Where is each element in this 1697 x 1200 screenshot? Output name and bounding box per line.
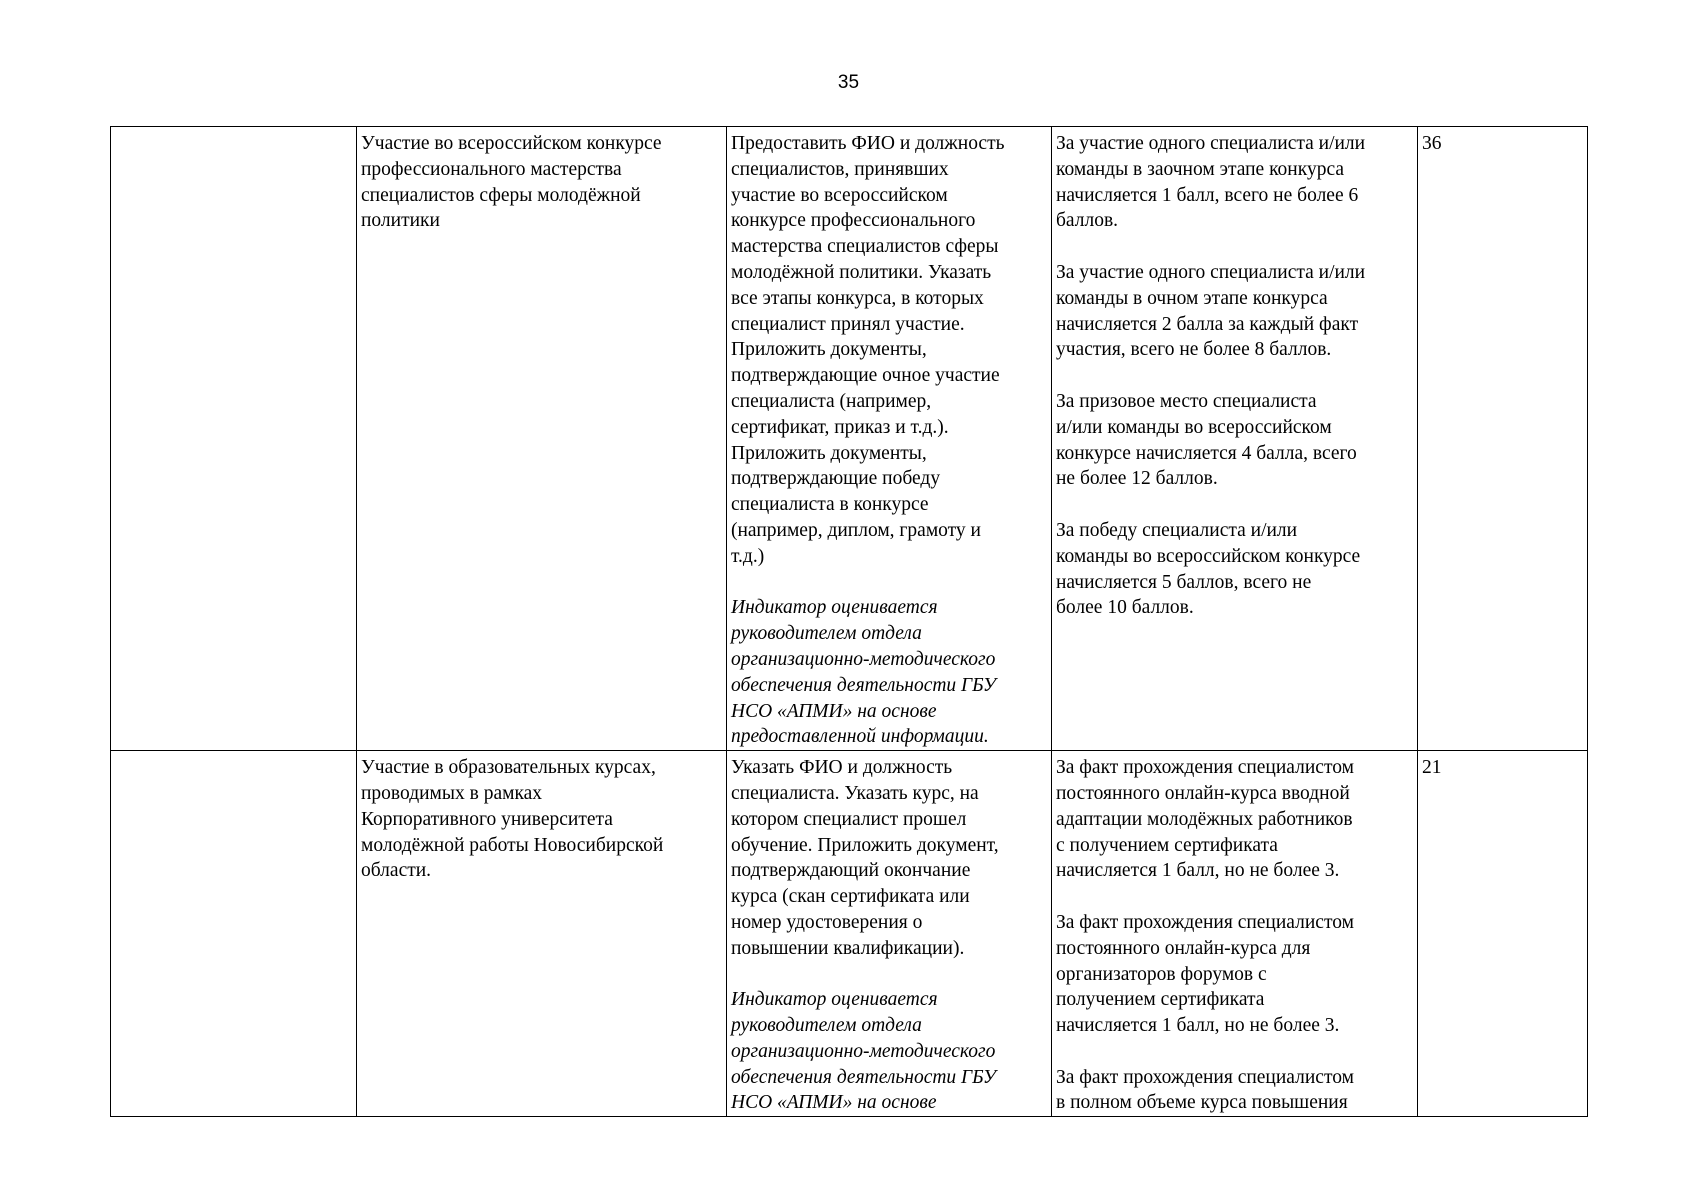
scoring-paragraph: За участие одного специалиста и/или команды в очном этапе конкурса начисляется 2 балла за каждый факт участия, всего не более 8 баллов.	[1056, 261, 1366, 361]
max-score: 21	[1422, 757, 1442, 779]
indicator-text: Участие в образовательных курсах, проводимых в рамках Корпоративного университета молодёжной работы Новосибирской области.	[361, 757, 664, 882]
evaluation-note: Индикатор оценивается руководителем отдела организационно-методического обеспечения деятельности ГБУ НСО «АПМИ» на основе предоставленной информации.	[731, 597, 996, 748]
scoring-paragraph: За участие одного специалиста и/или команды в заочном этапе конкурса начисляется 1 балл, всего не более 6 баллов.	[1056, 133, 1366, 232]
scoring-paragraph: За факт прохождения специалистом постоянного онлайн-курса вводной адаптации молодёжных работников с получением сертификата начисляется 1 балл, но не более 3.	[1056, 757, 1354, 882]
scoring-cell	[1052, 127, 1418, 751]
table-row	[111, 127, 1588, 751]
requirements-cell	[727, 751, 1052, 1117]
evaluation-note: Индикатор оценивается руководителем отдела организационно-методического обеспечения деятельности ГБУ НСО «АПМИ» на основе	[731, 989, 996, 1114]
empty-cell	[111, 751, 357, 1117]
empty-cell	[111, 127, 357, 751]
scoring-paragraph: За призовое место специалиста и/или команды во всероссийском конкурсе начисляется 4 балла, всего не более 12 баллов.	[1056, 390, 1357, 490]
max-score: 36	[1422, 133, 1442, 154]
scoring-paragraph: За факт прохождения специалистом в полном объеме курса повышения	[1056, 1066, 1354, 1114]
indicator-text: Участие во всероссийском конкурсе профессионального мастерства специалистов сферы молодёжной политики	[361, 133, 662, 232]
page-number: 35	[837, 72, 860, 93]
requirements-text: Предоставить ФИО и должность специалистов, принявших участие во всероссийском конкурсе профессионального мастерства специалистов сферы молодёжной политики. Указать все этапы конкурса, в которых специалист принял участие. Приложить документы, подтверждающие очное участие специалиста (например, сертификат, приказ и т.д.). Приложить документы, подтверждающие победу специалиста в конкурсе (например, диплом, грамоту и т.д.)	[731, 133, 1005, 567]
table-row	[111, 751, 1588, 1117]
requirements-cell	[727, 127, 1052, 751]
scoring-paragraph: За победу специалиста и/или команды во всероссийском конкурсе начисляется 5 баллов, всего не более 10 баллов.	[1056, 519, 1361, 619]
scoring-paragraph: За факт прохождения специалистом постоянного онлайн-курса для организаторов форумов с получением сертификата начисляется 1 балл, но не более 3.	[1056, 911, 1354, 1037]
indicator-cell	[357, 127, 727, 751]
max-score-cell	[1418, 751, 1588, 1117]
scoring-cell	[1052, 751, 1418, 1117]
criteria-table	[110, 126, 1588, 1117]
indicator-cell	[357, 751, 727, 1117]
max-score-cell	[1418, 127, 1588, 751]
requirements-text: Указать ФИО и должность специалиста. Указать курс, на котором специалист прошел обучение. Приложить документ, подтверждающий окончание курса (скан сертификата или номер удостоверения о повышении квалификации).	[731, 757, 999, 959]
